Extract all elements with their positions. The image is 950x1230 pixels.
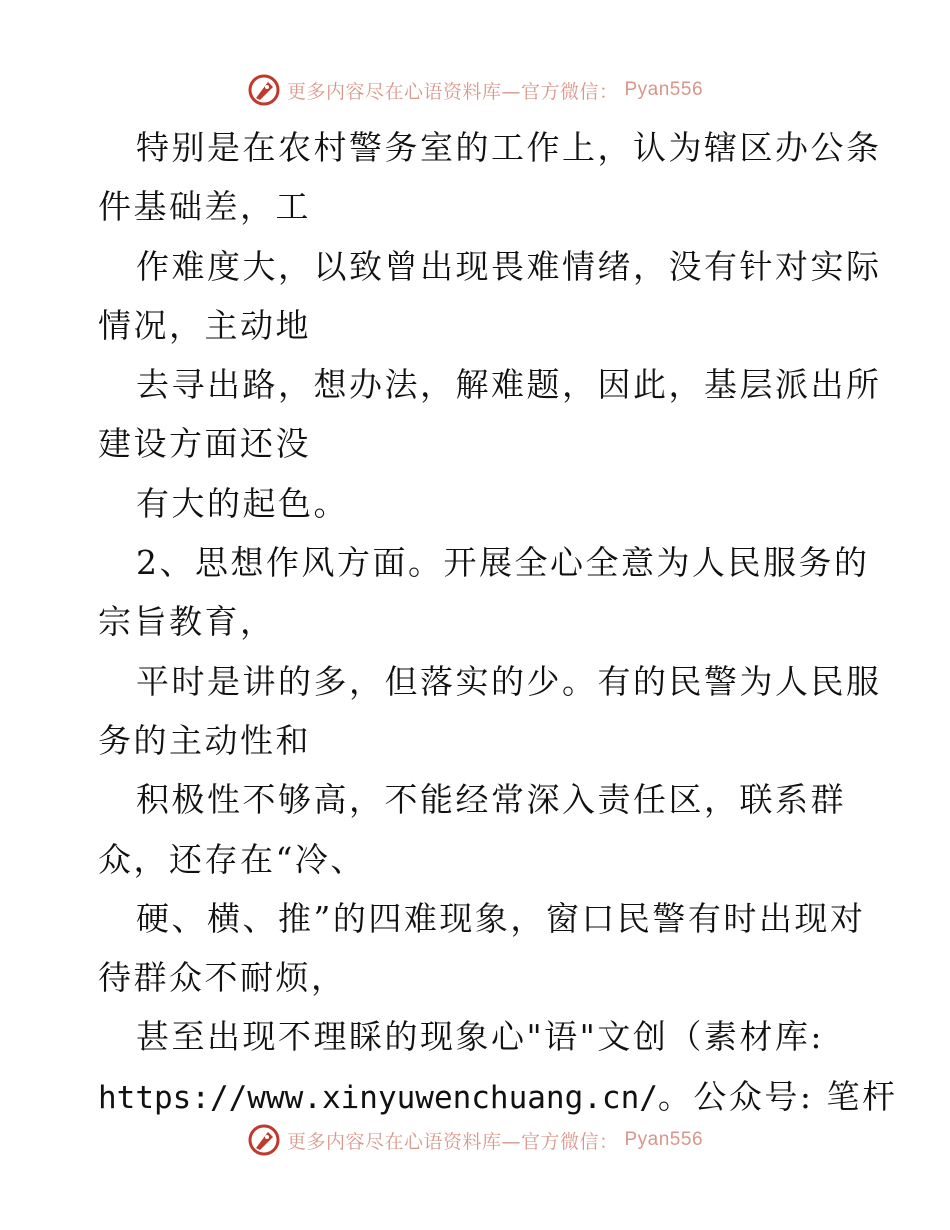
footer-watermark <box>0 1120 950 1160</box>
text-line: 2、思想作风方面。开展全心全意为人民服务的 <box>136 543 870 583</box>
document-body <box>98 118 898 1126</box>
text-line: 件基础差，工 <box>98 187 311 227</box>
text-line: 去寻出路，想办法，解难题，因此，基层派出所 <box>136 365 882 405</box>
pen-nib-circle-icon <box>247 1123 281 1157</box>
url-suffix: 。公众号: 笔杆 <box>657 1076 898 1116</box>
watermark-text: 更多内容尽在心语资料库—官方微信： <box>286 80 619 103</box>
watermark-account: Pyan556 <box>624 1129 704 1150</box>
watermark-text: 更多内容尽在心语资料库—官方微信： <box>286 1130 619 1153</box>
text-line: 务的主动性和 <box>98 720 311 760</box>
url-line <box>98 1067 898 1126</box>
text-line: 特别是在农村警务室的工作上，认为辖区办公条 <box>136 128 882 167</box>
text-line: 积极性不够高，不能经常深入责任区，联系群 <box>136 780 846 820</box>
text-line: 作难度大，以致曾出现畏难情绪，没有针对实际 <box>136 246 882 286</box>
text-line: 情况，主动地 <box>98 305 311 345</box>
text-line: 有大的起色。 <box>136 483 349 523</box>
watermark-account: Pyan556 <box>624 79 704 100</box>
pen-nib-circle-icon <box>247 73 281 107</box>
text-line: 硬、横、推”的四难现象，窗口民警有时出现对 <box>136 898 866 938</box>
header-watermark <box>0 70 950 110</box>
text-line: 甚至出现不理睬的现象心"语"文创（素材库: <box>136 1017 824 1057</box>
text-line: 宗旨教育， <box>98 602 276 642</box>
text-line: 平时是讲的多，但落实的少。有的民警为人民服 <box>136 661 882 701</box>
text-line: 建设方面还没 <box>98 424 311 464</box>
source-url[interactable]: https://www.xinyuwenchuang.cn/ <box>98 1079 658 1116</box>
text-line: 待群众不耐烦， <box>98 958 347 998</box>
text-line: 众，还存在“冷、 <box>98 839 366 879</box>
